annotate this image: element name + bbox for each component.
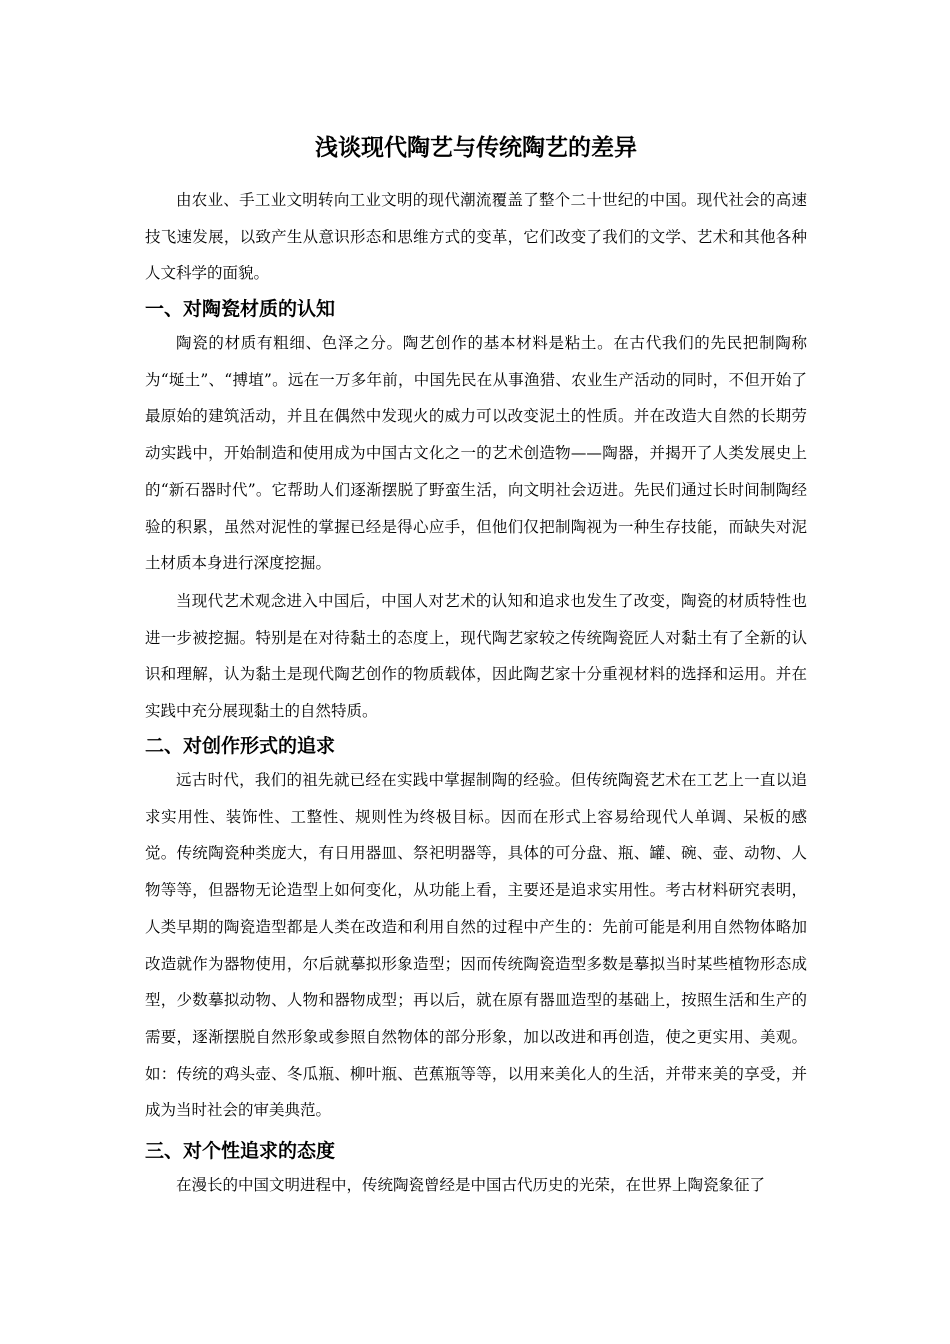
section-3-paragraph-1: 在漫长的中国文明进程中，传统陶瓷曾经是中国古代历史的光荣，在世界上陶瓷象征了: [176, 1176, 766, 1194]
section-1-paragraph-2: 当现代艺术观念进入中国后，中国人对艺术的认知和追求也发生了改变，陶瓷的材质特性也进一步被挖掘。特别是在对待黏土的态度上，现代陶艺家较之传统陶瓷匠人对黏土有了全新的认识和理解，认为黏土是现代陶艺创作的物质载体，因此陶艺家十分重视材料的选择和运用。并在实践中充分展现黏土的自然特质。: [145, 592, 807, 721]
section-1-heading: 一、对陶瓷材质的认知: [145, 298, 336, 320]
intro-paragraph: 由农业、手工业文明转向工业文明的现代潮流覆盖了整个二十世纪的中国。现代社会的高速技飞速发展，以致产生从意识形态和思维方式的变革，它们改变了我们的文学、艺术和其他各种人文科学的面貌。: [145, 191, 807, 283]
section-1-paragraph-1: 陶瓷的材质有粗细、色泽之分。陶艺创作的基本材料是粘土。在古代我们的先民把制陶称为“埏土”、“搏埴”。远在一万多年前，中国先民在从事渔猎、农业生产活动的同时，不但开始了最原始的建筑活动，并且在偶然中发现火的威力可以改变泥土的性质。并在改造大自然的长期劳动实践中，开始制造和使用成为中国古文化之一的艺术创造物——陶器，并揭开了人类发展史上的“新石器时代”。它帮助人们逐渐摆脱了野蛮生活，向文明社会迈进。先民们通过长时间制陶经验的积累，虽然对泥性的掌握已经是得心应手，但他们仅把制陶视为一种生存技能，而缺失对泥土材质本身进行深度挖掘。: [145, 334, 807, 573]
section-2-heading: 二、对创作形式的追求: [145, 735, 336, 757]
document-title: 浅谈现代陶艺与传统陶艺的差异: [315, 135, 637, 161]
section-3-heading: 三、对个性追求的态度: [145, 1140, 336, 1162]
section-2-paragraph-1: 远古时代，我们的祖先就已经在实践中掌握制陶的经验。但传统陶瓷艺术在工艺上一直以追求实用性、装饰性、工整性、规则性为终极目标。因而在形式上容易给现代人单调、呆板的感觉。传统陶瓷种类庞大，有日用器皿、祭祀明器等，具体的可分盘、瓶、罐、碗、壶、动物、人物等等，但器物无论造型上如何变化，从功能上看，主要还是追求实用性。考古材料研究表明，人类早期的陶瓷造型都是人类在改造和利用自然的过程中产生的：先前可能是利用自然物体略加改造就作为器物使用，尔后就摹拟形象造型；因而传统陶瓷造型多数是摹拟当时某些植物形态成型，少数摹拟动物、人物和器物成型；再以后，就在原有器皿造型的基础上，按照生活和生产的需要，逐渐摆脱自然形象或参照自然物体的部分形象，加以改进和再创造，使之更实用、美观。如：传统的鸡头壶、冬瓜瓶、柳叶瓶、芭蕉瓶等等，以用来美化人的生活，并带来美的享受，并成为当时社会的审美典范。: [145, 771, 807, 1120]
